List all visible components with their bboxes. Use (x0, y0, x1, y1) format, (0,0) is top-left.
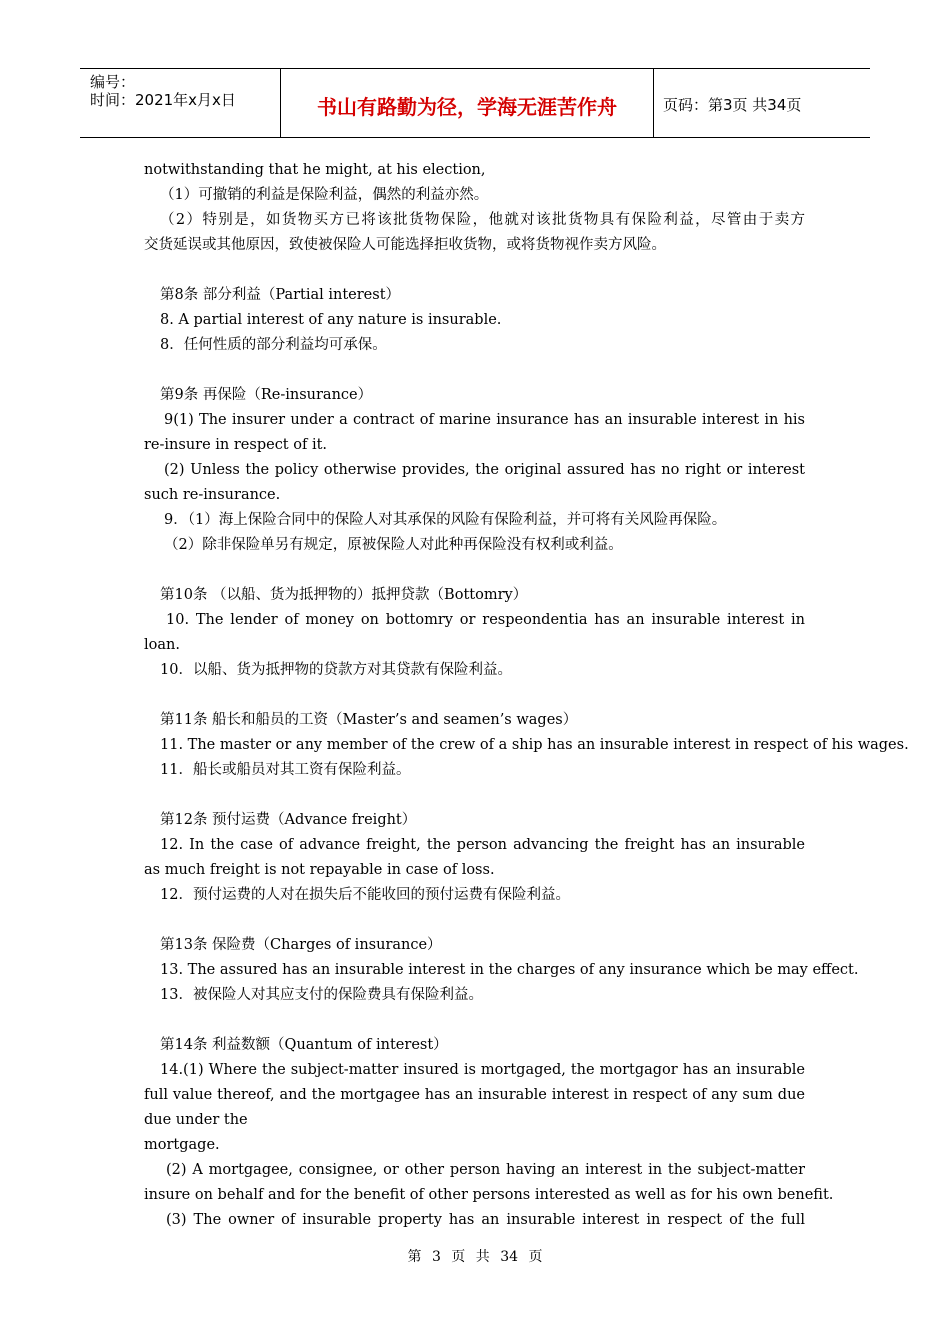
text-line: insure on behalf and for the benefit of other persons interested as well as for his own benefit. (144, 1187, 834, 1203)
text-line: loan. (144, 637, 180, 653)
blank-line (144, 558, 805, 583)
text-line: (2) A mortgagee, consignee, or other person having an interest in the subject-matter (166, 1162, 805, 1178)
text-line: (3) The owner of insurable property has an insurable interest in respect of the full (166, 1212, 805, 1228)
text-line: 8. A partial interest of any nature is insurable. (160, 312, 502, 328)
article-heading: 第10条 （以船、货为抵押物的）抵押贷款（Bottomry） (160, 587, 528, 603)
text-line: 10. The lender of money on bottomry or respeondentia has an insurable interest in (166, 612, 805, 628)
text-line: mortgage. (144, 1137, 220, 1153)
text-line: 12. In the case of advance freight, the person advancing the freight has an insurable (160, 837, 805, 853)
blank-line (144, 783, 805, 808)
article-heading: 第13条 保险费（Charges of insurance） (160, 937, 442, 953)
text-line: such re-insurance. (144, 487, 281, 503)
text-line: notwithstanding that he might, at his election, (144, 162, 486, 178)
document-body (144, 158, 909, 1233)
footer-page-number: 第 3 页 共 34 页 (407, 1249, 543, 1265)
blank-line (144, 908, 805, 933)
header-motto-cell (281, 69, 654, 137)
text-line: due under the (144, 1112, 248, 1128)
blank-line (144, 358, 805, 383)
text-line: (2) Unless the policy otherwise provides, the original assured has no right or interest (164, 462, 805, 478)
text-line: （1）可撤销的利益是保险利益，偶然的利益亦然。 (160, 187, 489, 203)
serial-number-label: 编号： (90, 73, 136, 91)
text-line: 交货延误或其他原因，致使被保险人可能选择拒收货物，或将货物视作卖方风险。 (144, 237, 666, 253)
text-line: 11．船长或船员对其工资有保险利益。 (160, 762, 411, 778)
article-heading: 第8条 部分利益（Partial interest） (160, 287, 401, 303)
article-heading: 第14条 利益数额（Quantum of interest） (160, 1037, 448, 1053)
text-line: 9(1) The insurer under a contract of marine insurance has an insurable interest in his (164, 412, 805, 428)
article-heading: 第9条 再保险（Re-insurance） (160, 387, 373, 403)
page-number-label: 页码：第3页 共34页 (663, 96, 802, 114)
motto-text: 书山有路勤为径，学海无涯苦作舟 (317, 95, 617, 119)
text-line: 11. The master or any member of the crew of a ship has an insurable interest in respect of his wages. (160, 737, 909, 753)
text-line: （2）除非保险单另有规定，原被保险人对此种再保险没有权利或利益。 (164, 537, 623, 553)
text-line: 9．（1）海上保险合同中的保险人对其承保的风险有保险利益，并可将有关风险再保险。 (164, 512, 727, 528)
article-heading: 第12条 预付运费（Advance freight） (160, 812, 417, 828)
page-header (80, 68, 870, 138)
article-heading: 第11条 船长和船员的工资（Master’s and seamen’s wages） (160, 712, 578, 728)
text-line: 12．预付运费的人对在损失后不能收回的预付运费有保险利益。 (160, 887, 570, 903)
blank-line (144, 1008, 805, 1033)
text-line: re-insure in respect of it. (144, 437, 328, 453)
text-line: 8．任何性质的部分利益均可承保。 (160, 337, 387, 353)
blank-line (144, 258, 805, 283)
page-footer (0, 1246, 950, 1266)
text-line: full value thereof, and the mortgagee has an insurable interest in respect of any sum due (144, 1087, 805, 1103)
text-line: 13．被保险人对其应支付的保险费具有保险利益。 (160, 987, 483, 1003)
text-line: （2）特别是，如货物买方已将该批货物保险，他就对该批货物具有保险利益，尽管由于卖方 (160, 212, 805, 228)
text-line: 13. The assured has an insurable interest in the charges of any insurance which be may effect. (160, 962, 859, 978)
text-line: 10．以船、货为抵押物的贷款方对其贷款有保险利益。 (160, 662, 512, 678)
date-label: 时间：2021年x月x日 (90, 91, 236, 109)
text-line: 14.(1) Where the subject-matter insured is mortgaged, the mortgagor has an insurable (160, 1062, 805, 1078)
text-line: as much freight is not repayable in case of loss. (144, 862, 495, 878)
blank-line (144, 683, 805, 708)
header-meta-cell (80, 69, 281, 137)
header-page-cell (654, 69, 870, 137)
